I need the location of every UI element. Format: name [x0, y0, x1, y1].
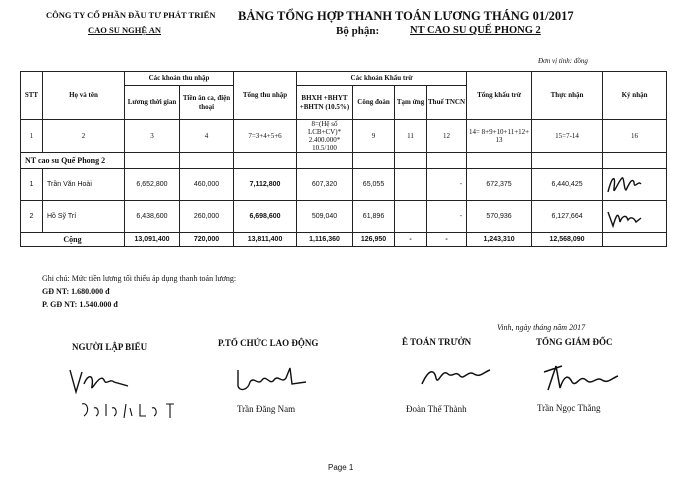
- row-tax: -: [427, 169, 467, 201]
- header-union: Công đoàn: [353, 86, 395, 120]
- page-title: BẢNG TỔNG HỢP THANH TOÁN LƯƠNG THÁNG 01/2017: [238, 9, 574, 23]
- row-signature: [603, 169, 667, 201]
- total-label: Cộng: [21, 233, 125, 247]
- row-total-deduct: 672,375: [467, 169, 532, 201]
- signer-role: TỔNG GIÁM ĐỐC: [536, 337, 613, 347]
- note-minimum-wage: Ghi chú: Mức tiền lương tối thiểu áp dụng thanh toán lương:: [42, 274, 237, 283]
- total-income: 13,811,400: [234, 233, 297, 247]
- page-number: Page 1: [328, 463, 354, 472]
- header-tax: Thuế TNCN: [427, 86, 467, 120]
- header-deduct-group: Các khoản Khấu trừ: [297, 72, 467, 86]
- header-sign: Ký nhận: [603, 72, 667, 120]
- handwritten-signature: [604, 204, 644, 230]
- row-name: Trần Văn Hoài: [43, 169, 125, 201]
- total-insurance: 1,116,360: [297, 233, 353, 247]
- index-cell: 16: [603, 120, 667, 153]
- handwritten-signature: [418, 360, 494, 390]
- total-allowance: 720,000: [180, 233, 234, 247]
- row-total-income: 6,698,600: [234, 201, 297, 233]
- table-row: [21, 201, 667, 233]
- row-insurance: 607,320: [297, 169, 353, 201]
- total-row: [21, 233, 667, 247]
- note-director-wage: GĐ NT: 1.680.000 đ: [42, 287, 110, 296]
- row-insurance: 509,040: [297, 201, 353, 233]
- row-total-deduct: 570,936: [467, 201, 532, 233]
- index-row: [21, 120, 667, 153]
- header-advance: Tạm ứng: [395, 86, 427, 120]
- total-union: 126,950: [353, 233, 395, 247]
- department-value: NT CAO SU QUẾ PHONG 2: [410, 25, 541, 36]
- header-insurance: BHXH +BHYT +BHTN (10.5%): [297, 86, 353, 120]
- row-salary: 6,438,600: [125, 201, 180, 233]
- index-cell: 15=7-14: [532, 120, 603, 153]
- handwritten-signature: [232, 362, 312, 396]
- index-cell: 14= 8+9+10+11+12+ 13: [467, 120, 532, 153]
- total-net: 12,568,090: [532, 233, 603, 247]
- signer-role: Ê TOÁN TRƯỞN: [402, 337, 472, 347]
- header-total-income: Tổng thu nhập: [234, 72, 297, 120]
- row-net: 6,440,425: [532, 169, 603, 201]
- index-cell: 7=3+4+5+6: [234, 120, 297, 153]
- row-net: 6,127,664: [532, 201, 603, 233]
- signer-name: Trần Đăng Nam: [237, 404, 296, 414]
- row-advance: [395, 169, 427, 201]
- index-cell: 11: [395, 120, 427, 153]
- signer-role: P.TỔ CHỨC LAO ĐỘNG: [218, 338, 319, 348]
- note-deputy-wage: P. GĐ NT: 1.540.000 đ: [42, 300, 118, 309]
- group-label: NT cao su Quế Phong 2: [21, 153, 125, 169]
- unit-note: Đơn vị tính: đồng: [538, 57, 588, 65]
- handwritten-signature: [604, 172, 644, 198]
- table-row: [21, 169, 667, 201]
- row-name: Hồ Sỹ Trí: [43, 201, 125, 233]
- index-cell: 12: [427, 120, 467, 153]
- index-cell: 4: [180, 120, 234, 153]
- department-label: Bộ phận:: [336, 25, 380, 37]
- header-stt: STT: [21, 72, 43, 120]
- header-net: Thực nhận: [532, 72, 603, 120]
- handwritten-name: [78, 398, 182, 422]
- row-signature: [603, 201, 667, 233]
- handwritten-signature: [66, 364, 136, 398]
- header-allowance: Tiền ăn ca, điện thoại: [180, 86, 234, 120]
- row-allowance: 460,000: [180, 169, 234, 201]
- company-subname: CAO SU NGHỆ AN: [88, 25, 161, 35]
- row-salary: 6,652,800: [125, 169, 180, 201]
- row-stt: 1: [21, 169, 43, 201]
- row-allowance: 260,000: [180, 201, 234, 233]
- header-total-deduct: Tổng khấu trừ: [467, 72, 532, 120]
- signer-name: Đoàn Thế Thành: [406, 404, 467, 414]
- total-deduct: 1,243,310: [467, 233, 532, 247]
- total-advance: -: [395, 233, 427, 247]
- salary-table: [20, 71, 667, 247]
- header-income-group: Các khoản thu nhập: [125, 72, 234, 86]
- row-stt: 2: [21, 201, 43, 233]
- signer-role: NGƯỜI LẬP BIỂU: [72, 342, 148, 352]
- index-cell: 3: [125, 120, 180, 153]
- index-cell: 2: [43, 120, 125, 153]
- total-salary: 13,091,400: [125, 233, 180, 247]
- index-cell: 1: [21, 120, 43, 153]
- company-name: CÔNG TY CỔ PHẦN ĐẦU TƯ PHÁT TRIỂN: [46, 10, 216, 20]
- total-tax: -: [427, 233, 467, 247]
- row-union: 65,055: [353, 169, 395, 201]
- handwritten-signature: [538, 360, 622, 396]
- row-union: 61,896: [353, 201, 395, 233]
- signer-name: Trần Ngọc Thắng: [537, 403, 601, 413]
- header-salary-time: Lương thời gian: [125, 86, 180, 120]
- index-cell: 9: [353, 120, 395, 153]
- index-cell: 8=(Hệ số LCB+CV)* 2.400.000* 10.5/100: [297, 120, 353, 153]
- row-tax: -: [427, 201, 467, 233]
- date-line: Vinh, ngày tháng năm 2017: [497, 323, 586, 332]
- header-name: Họ và tên: [43, 72, 125, 120]
- row-total-income: 7,112,800: [234, 169, 297, 201]
- row-advance: [395, 201, 427, 233]
